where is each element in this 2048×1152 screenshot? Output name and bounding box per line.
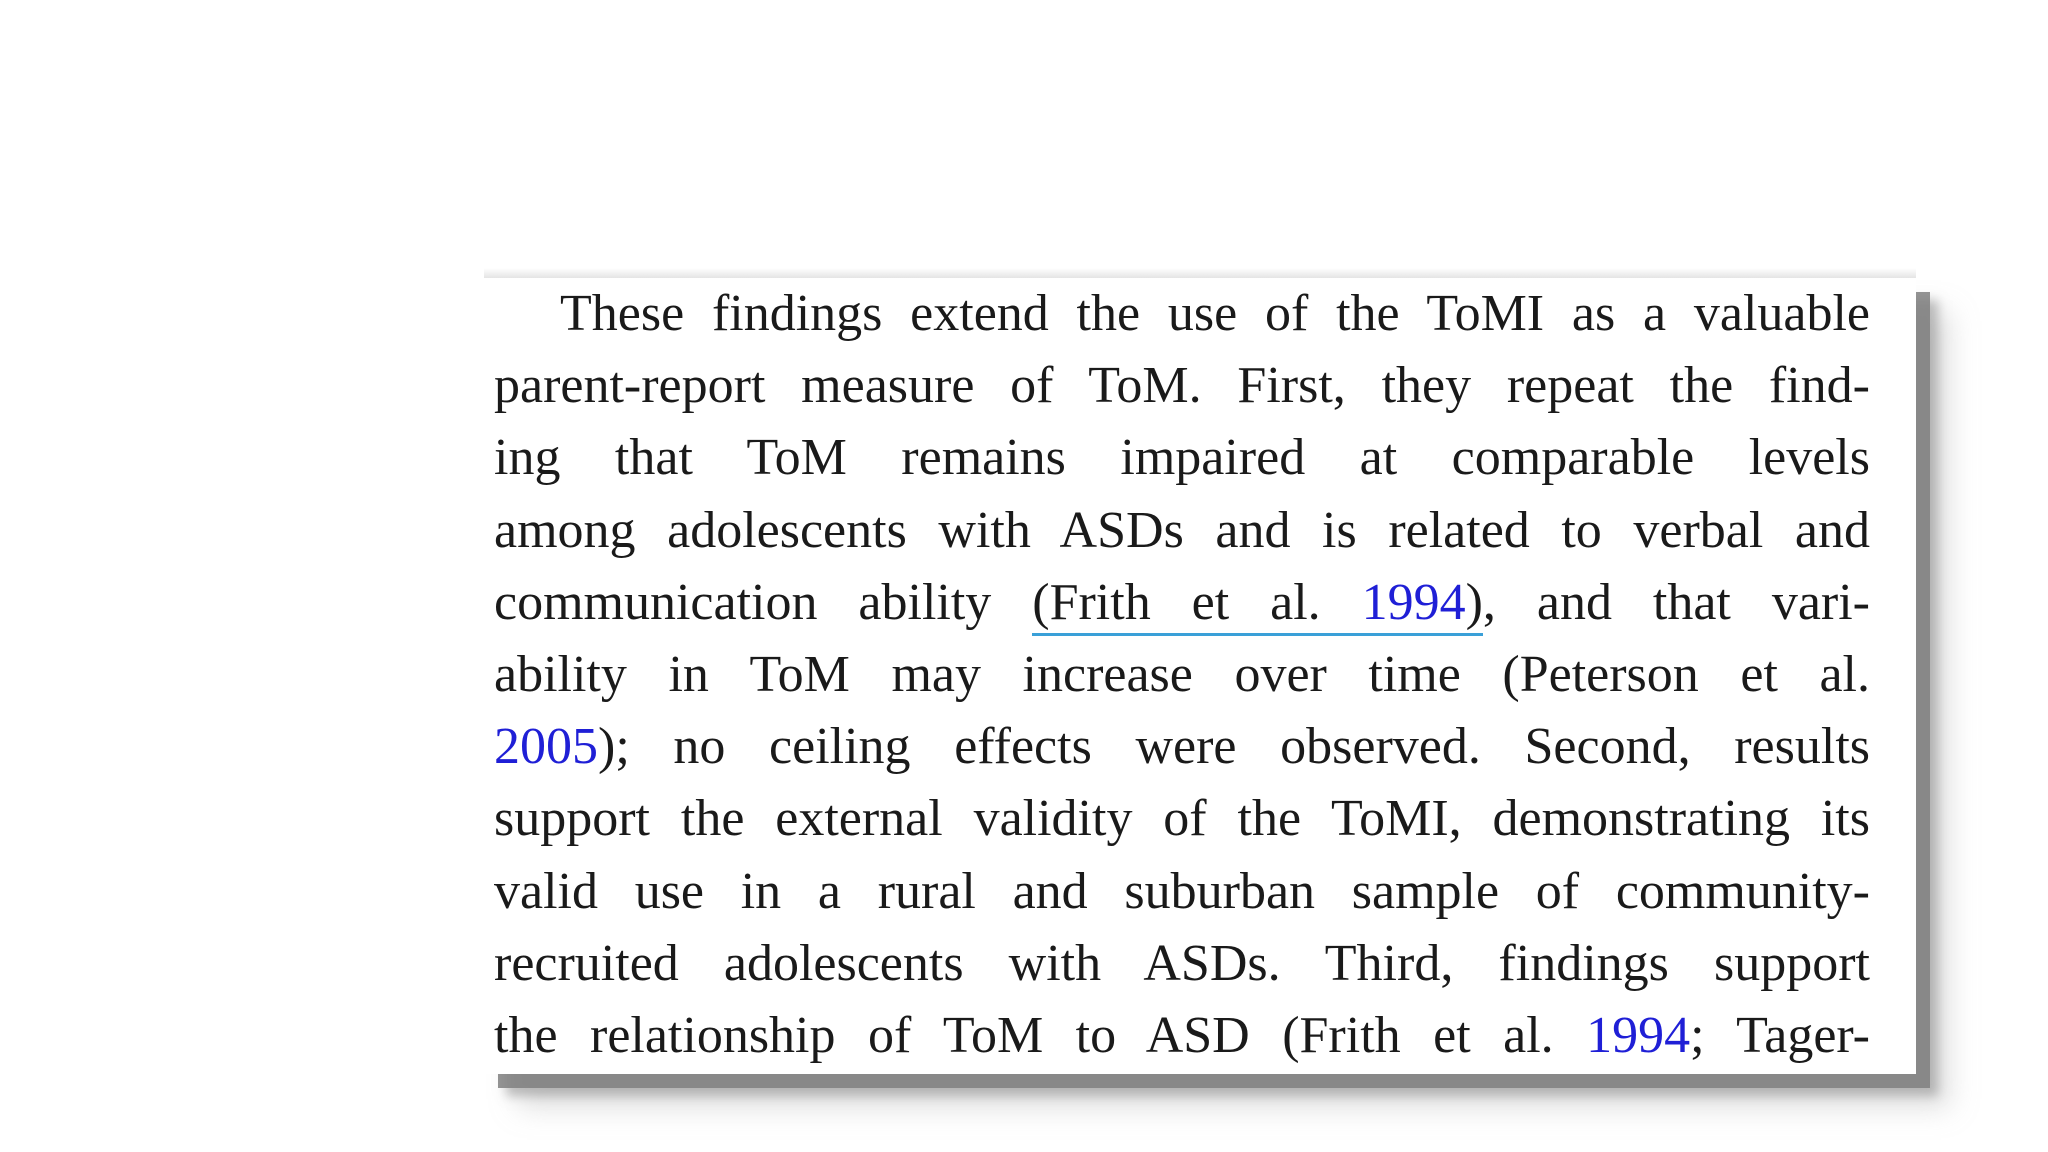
line-5-post: , and that vari- [1482,573,1870,631]
excerpt-line-7 [494,711,1870,783]
paper-excerpt-card [484,278,1916,1074]
line-11-post: ; Tager- [1690,1006,1870,1064]
excerpt-line-1: These findings extend the use of the ToMI as a valuable [560,285,1870,342]
citation-year-1994[interactable]: 1994 [1361,573,1466,631]
excerpt-line-8: support the external validity of the ToMI, demonstrating its [494,790,1870,848]
line-5-pre: communication ability [494,573,1033,631]
excerpt-line-4: among adolescents with ASDs and is related to verbal and [494,501,1870,559]
excerpt-line-6: ability in ToM may increase over time (Peterson et al. [494,645,1870,703]
excerpt-paragraph [494,278,1870,1072]
excerpt-line-10: recruited adolescents with ASDs. Third, findings support [494,934,1870,992]
excerpt-line-5 [494,567,1870,639]
citation-close-text: ) [1465,573,1483,631]
excerpt-line-9: valid use in a rural and suburban sample of community- [494,862,1870,920]
citation-open-text: (Frith et al. [1032,573,1362,631]
excerpt-line-3: ing that ToM remains impaired at comparable levels [494,429,1870,487]
citation-year-1994-link-2[interactable]: 1994 [1586,1006,1691,1064]
excerpt-line-11 [494,1000,1870,1072]
line-11-pre: the relationship of ToM to ASD (Frith et al. [494,1006,1587,1064]
citation-frith-1994-link[interactable] [1032,574,1483,636]
excerpt-line-2: parent-report measure of ToM. First, they repeat the find- [494,357,1870,415]
line-7-post: ); no ceiling effects were observed. Second, results [598,718,1870,776]
citation-year-2005-link[interactable]: 2005 [494,718,598,776]
